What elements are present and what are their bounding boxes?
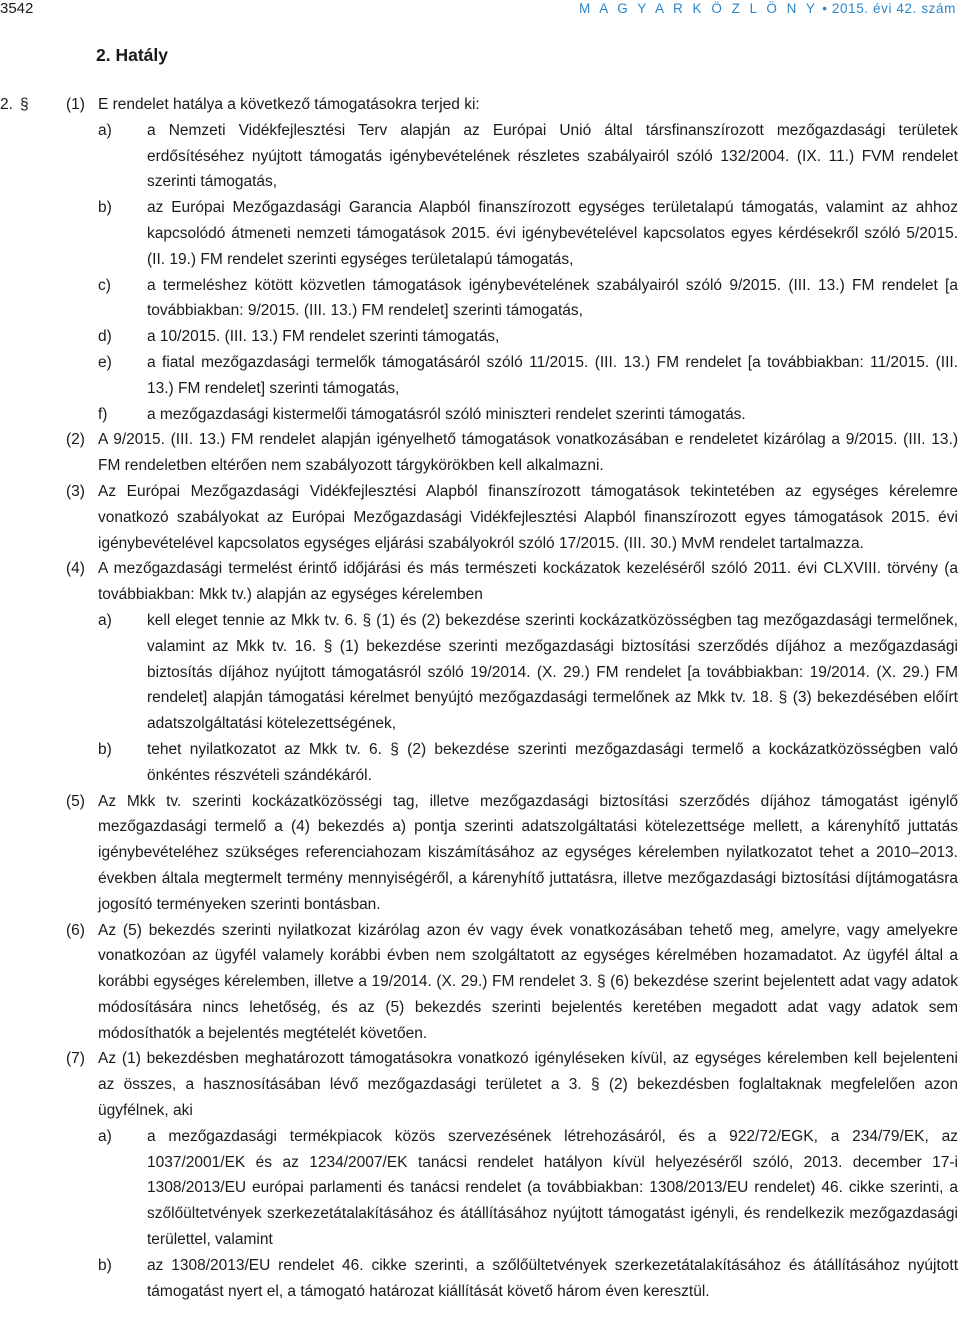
point-mark: e)	[98, 353, 112, 371]
point-text: kell eleget tennie az Mkk tv. 6. § (1) és (2) bekezdése szerinti kockázatközösségben tag mezőgazdasági termelőnek, valamint az Mkk tv. 16. § (1) bekezdése szerinti mezőgazdasági biztosítási szerződés díjához a mezőgazdasági biztosítás díjához nyújtott támogatásról szóló 19/2014. (X. 29.) FM rendelet [a továbbiakban: 19/2014. (X. 29.) FM rendelet] alapján támogatási kérelmet benyújtó mezőgazdasági termelőnek az Mkk tv. 18. § (3) bekezdésében előírt adatszolgáltatási kötelezettségének,	[147, 611, 958, 733]
paragraph-7	[0, 1046, 958, 1123]
journal-name: M A G Y A R K Ö Z L Ö N Y	[579, 1, 818, 16]
paragraph-text: Az Mkk tv. szerinti kockázatközösségi tag, illetve mezőgazdasági biztosítási szerződés díjához támogatást igénylő mezőgazdasági termelő a (4) bekezdés a) pontja szerinti adatszolgáltatási kötelezettsége mellett, a kárenyhítő juttatás igénybevételéhez szükséges referenciahozam kiszámításához az egységes kérelemben nyilatkozatot tehet a 2010–2013. években általa megtermelt termény mennyiségéről, a kárenyhítő juttatásra, illetve mezőgazdasági biztosítási díjtámogatásra jogosító terményeken szerinti bontásban.	[98, 792, 958, 913]
paragraph-2	[0, 427, 958, 479]
paragraph-text: Az (1) bekezdésben meghatározott támogatásokra vonatkozó igényléseken kívül, az egységes kérelemben kell bejelenteni az összes, a hasznosításában lévő mezőgazdasági területet a 3. § (2) bekezdésben foglaltaknak megfelelően azon ügyfélnek, aki	[98, 1050, 958, 1120]
paragraph-text: Az Európai Mezőgazdasági Vidékfejlesztési Alapból finanszírozott támogatások tekintetében az egységes kérelemre vonatkozó szabályokat az Európai Mezőgazdasági Vidékfejlesztési Alapból finanszírozott egyes támogatások 2015. évi igénybevételével kapcsolatos egységes eljárási szabályokról szóló 17/2015. (III. 30.) MvM rendelet tartalmazza.	[98, 482, 958, 552]
journal-issue: 2015. évi 42. szám	[831, 1, 956, 16]
point-mark: a)	[98, 121, 112, 139]
point-1e	[0, 350, 958, 402]
paragraph-text: Az (5) bekezdés szerinti nyilatkozat kizárólag azon év vagy évek vonatkozásában tehető meg, amelyre, vagy amelyekre vonatkozóan az ügyfél valamely korábbi évben nem szolgáltatott az egységes kérelmében hozamadatot. Az ügyfél által a korábbi egységes kérelemben, illetve a 19/2014. (X. 29.) FM rendelet 3. § (6) bekezdése szerint bejelentett adat vagy adatok módosítására nincs lehetőség, és az (5) bekezdés szerinti bejelentés keretében megadott adat vagy adatok sem módosíthatók a bejelentés megtételét követően.	[98, 921, 958, 1042]
paragraph-mark: (2)	[66, 431, 85, 449]
paragraph-5	[0, 789, 958, 918]
point-mark: d)	[98, 328, 112, 346]
point-text: az 1308/2013/EU rendelet 46. cikke szerinti, a szőlőültetvények szerkezetátalakításához és átállításához nyújtott támogatást nyert el, a támogató határozat kiállítását követő három éven keresztül.	[147, 1256, 958, 1300]
paragraph-3	[0, 479, 958, 556]
point-mark: f)	[98, 405, 108, 423]
point-4a	[0, 608, 958, 737]
point-1c	[0, 273, 958, 325]
point-text: a Nemzeti Vidékfejlesztési Terv alapján az Európai Unió által társfinanszírozott mezőgazdasági területek erdősítéséhez nyújtott támogatás igénybevételének részletes szabályairól szóló 132/2004. (IX. 11.) FVM rendelet szerinti támogatás,	[147, 121, 958, 191]
section-heading: 2. Hatály	[96, 45, 168, 65]
paragraph-text: E rendelet hatálya a következő támogatásokra terjed ki:	[98, 96, 480, 113]
point-text: az Európai Mezőgazdasági Garancia Alapból finanszírozott egységes területalapú támogatás, valamint az ahhoz kapcsolódó átmeneti nemzeti támogatások 2015. évi igénybevételével kapcsolatos egyes kérdésekről szóló 5/2015. (II. 19.) FM rendelet szerinti egységes területalapú támogatás,	[147, 199, 958, 268]
journal-title: M A G Y A R K Ö Z L Ö N Y • 2015. évi 42. szám	[579, 1, 956, 16]
point-text: a fiatal mezőgazdasági termelők támogatásáról szóló 11/2015. (III. 13.) FM rendelet [a továbbiakban: 11/2015. (III. 13.) FM rendelet] szerinti támogatás,	[147, 353, 958, 397]
point-text: a mezőgazdasági kistermelői támogatásról szóló miniszteri rendelet szerinti támogatás.	[147, 405, 746, 423]
document-body	[0, 92, 958, 1304]
point-1f	[0, 402, 958, 428]
point-mark: c)	[98, 276, 111, 294]
point-text: a 10/2015. (III. 13.) FM rendelet szerinti támogatás,	[147, 328, 500, 346]
point-4b	[0, 737, 958, 789]
point-text: a mezőgazdasági termékpiacok közös szervezésének létrehozásáról, és a 922/72/EGK, a 234/79/EK, az 1037/2001/EK és az 1234/2007/EK tanácsi rendelet hatályon kívül helyezéséről szóló, 2013. december 17-i 1308/2013/EU európai parlamenti és tanácsi rendelet (a továbbiakban: 1308/2013/EU rendelet) 46. cikke szerinti, a szőlőültetvények szerkezetátalakításához és átállításához nyújtott támogatást igényli, és rendelkezik mezőgazdasági területtel, valamint	[147, 1127, 958, 1249]
paragraph-mark: (7)	[66, 1050, 85, 1068]
point-text: tehet nyilatkozatot az Mkk tv. 6. § (2) bekezdése szerinti mezőgazdasági termelő a kockázatközösségben való önkéntes részvételi szándékáról.	[147, 740, 958, 784]
point-1d	[0, 324, 958, 350]
paragraph-mark: (4)	[66, 560, 85, 578]
point-mark: b)	[98, 740, 112, 758]
point-mark: b)	[98, 199, 112, 217]
point-text: a termeléshez kötött közvetlen támogatások igénybevételének szabályairól szóló 9/2015. (III. 13.) FM rendelet [a továbbiakban: 9/2015. (III. 13.) FM rendelet] szerinti támogatás,	[147, 276, 958, 320]
paragraph-1	[0, 92, 958, 118]
point-1b	[0, 195, 958, 272]
paragraph-mark: (6)	[66, 921, 85, 939]
section-sign: §	[20, 96, 29, 113]
section-number: 2.	[0, 96, 13, 113]
point-mark: a)	[98, 611, 112, 629]
paragraph-6	[0, 918, 958, 1047]
paragraph-text: A 9/2015. (III. 13.) FM rendelet alapján igényelhető támogatások vonatkozásában e rendeletet kizárólag a 9/2015. (III. 13.) FM rendeletben eltérően nem szabályozott tárgykörökben kell alkalmazni.	[98, 431, 958, 475]
point-7b	[0, 1253, 958, 1305]
paragraph-4	[0, 556, 958, 608]
paragraph-mark: (1)	[66, 96, 85, 113]
paragraph-text: A mezőgazdasági termelést érintő időjárási és más természeti kockázatok kezeléséről szóló 2011. évi CLXVIII. törvény (a továbbiakban: Mkk tv.) alapján az egységes kérelemben	[98, 560, 958, 604]
paragraph-mark: (3)	[66, 482, 85, 500]
page-header	[0, 0, 960, 22]
paragraph-mark: (5)	[66, 792, 85, 810]
point-7a	[0, 1124, 958, 1253]
point-mark: a)	[98, 1127, 112, 1145]
page-number: 3542	[0, 0, 34, 17]
point-1a	[0, 118, 958, 195]
point-mark: b)	[98, 1256, 112, 1274]
